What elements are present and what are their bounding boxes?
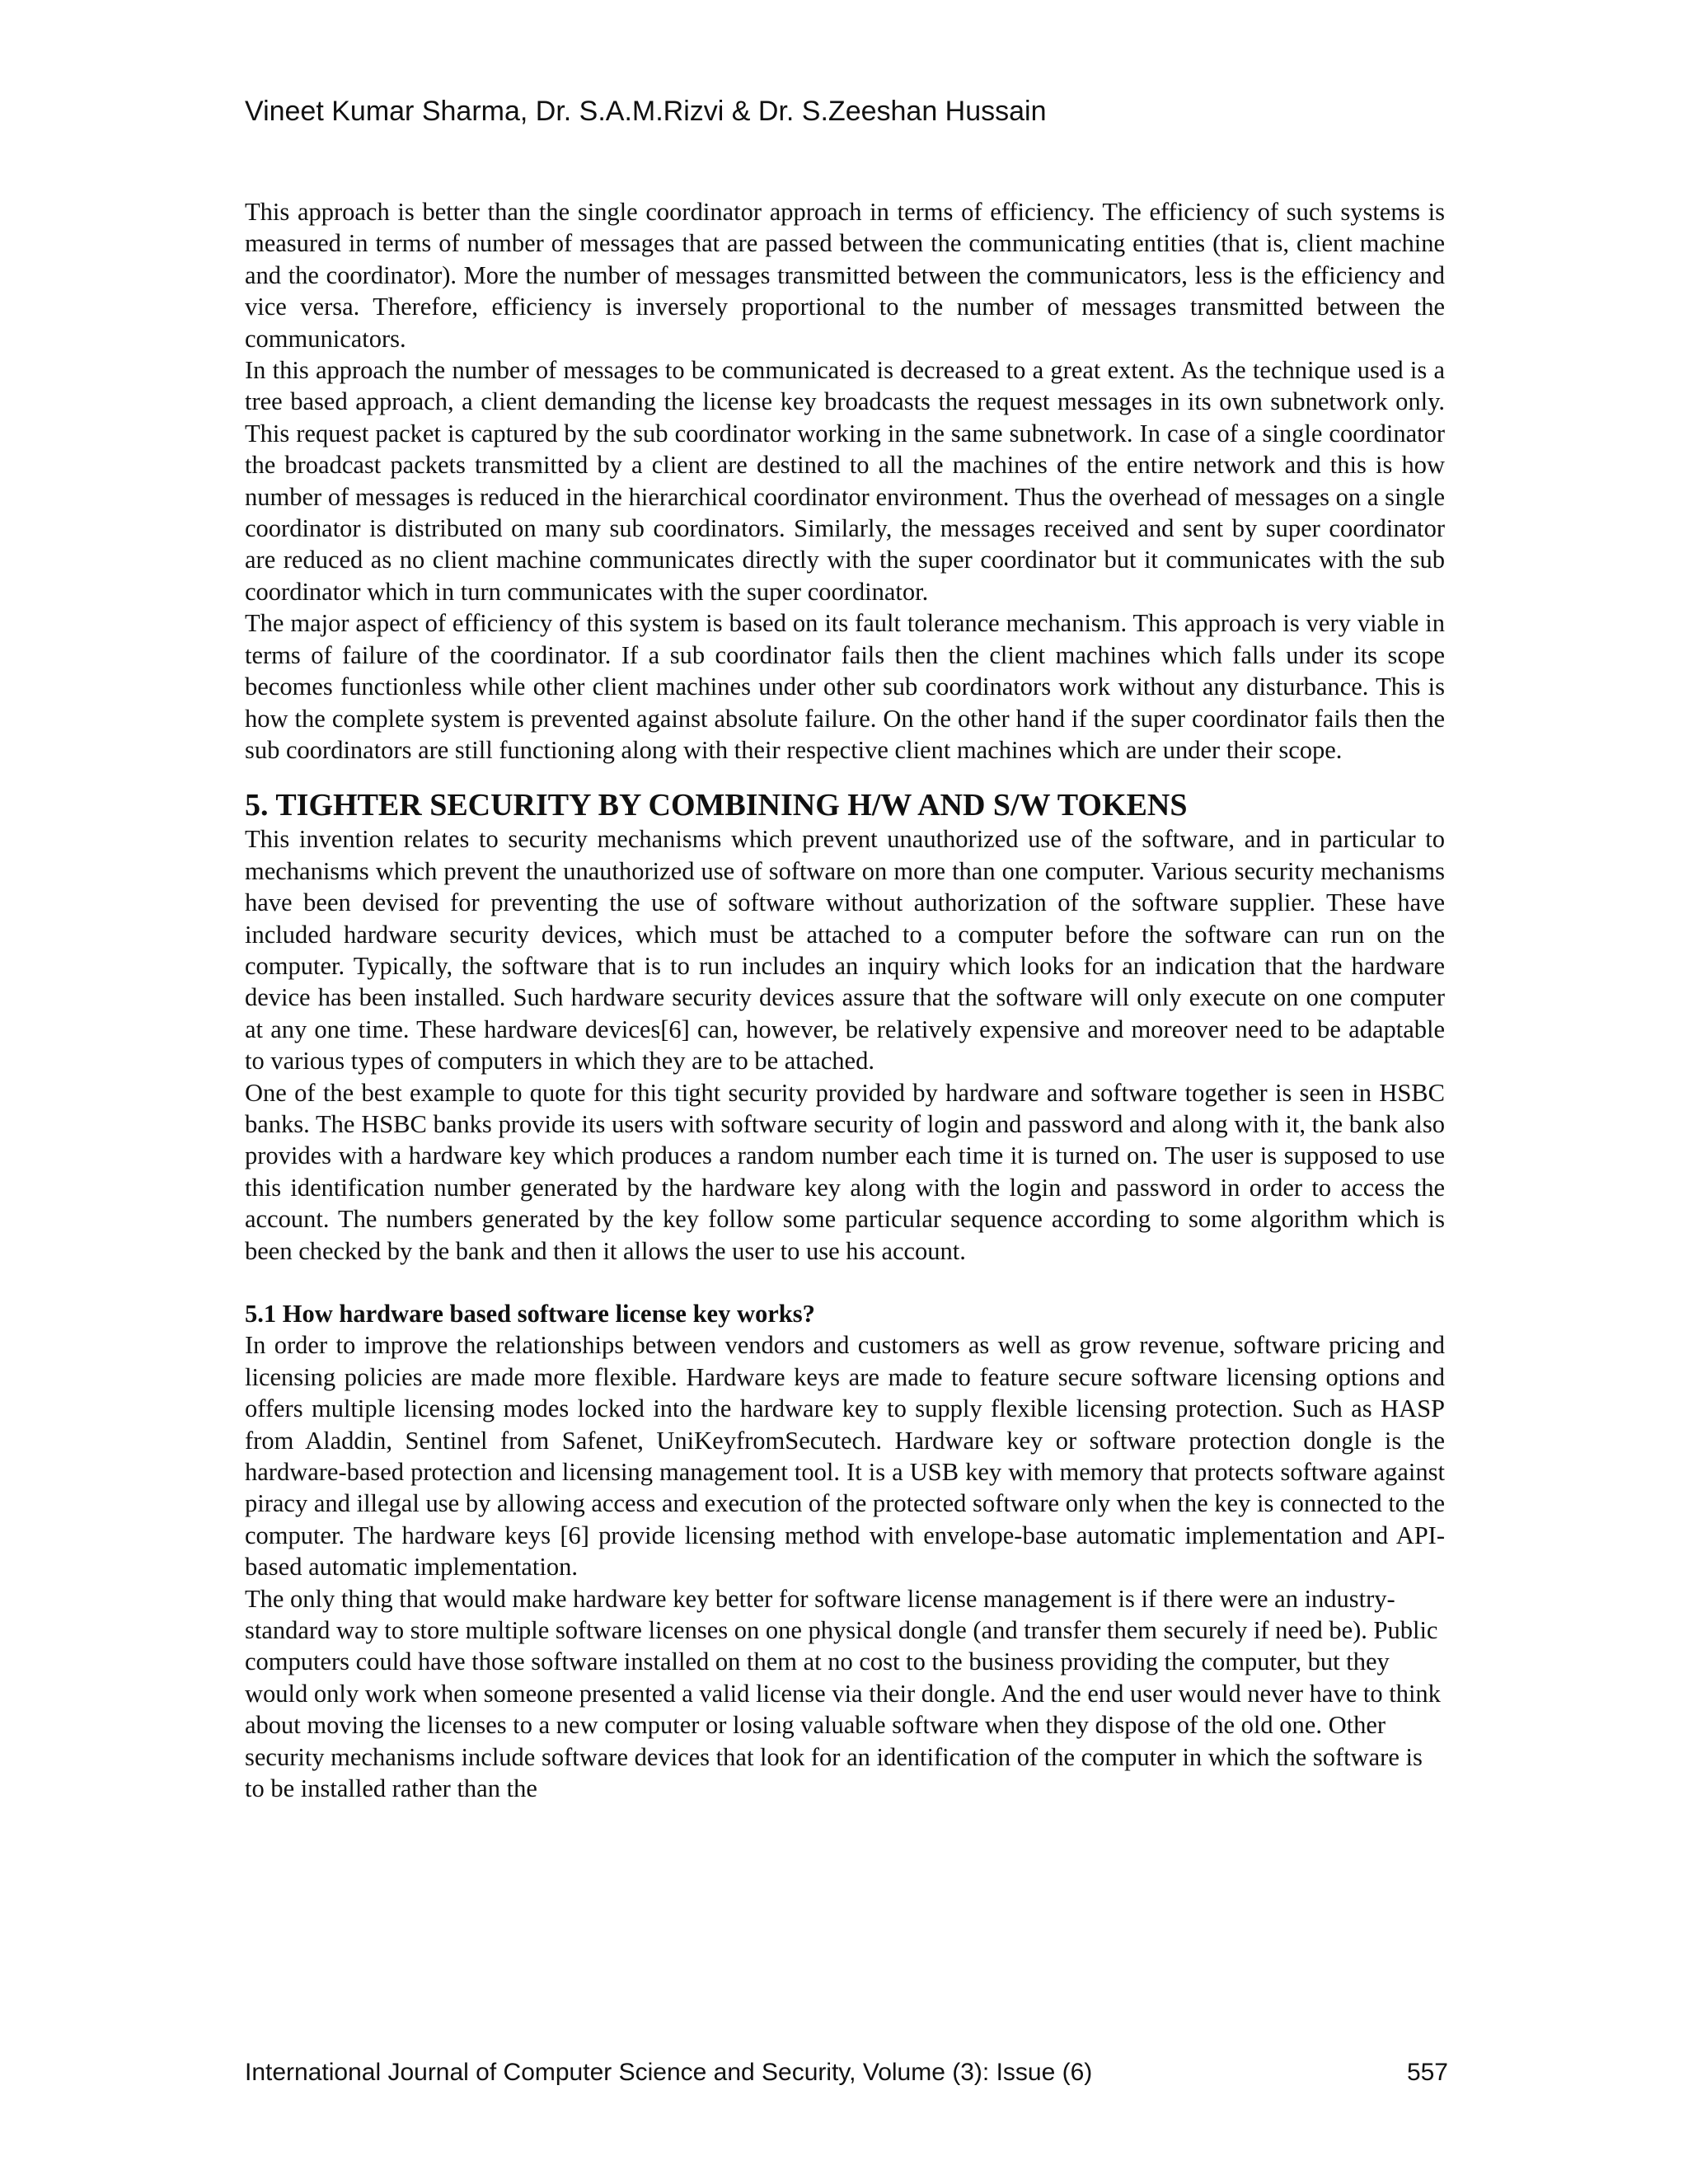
paragraph-hardware-keys: In order to improve the relationships between vendors and customers as well as grow revenue, software pricing and licensing policies are made more flexible. Hardware keys are made to feature secure software licensing options and offers multiple licensing modes locked into the hardware key to supply flexible licensing protection. Such as HASP from Aladdin, Sentinel from Safenet, UniKeyfromSecutech. Hardware key or software protection dongle is the hardware-based protection and licensing management tool. It is a USB key with memory that protects software against piracy and illegal use by allowing access and execution of the protected software only when the key is connected to the computer. The hardware keys [6] provide licensing method with envelope-base automatic implementation and API-based automatic implementation. [245,1331,1445,1582]
paragraph-message-reduction: In this approach the number of messages to be communicated is decreased to a great extent. As the technique used is a tree based approach, a client demanding the license key broadcasts the request messages in its own subnetwork only. This request packet is captured by the sub coordinator working in the same subnetwork. In case of a single coordinator the broadcast packets transmitted by a client are destined to all the machines of the entire network and this is how number of messages is reduced in the hierarchical coordinator environment. Thus the overhead of messages on a single coordinator is distributed on many sub coordinators. Similarly, the messages received and sent by super coordinator are reduced as no client machine communicates directly with the super coordinator but it communicates with the sub coordinator which in turn communicates with the super coordinator. [245,356,1445,606]
running-header-authors: Vineet Kumar Sharma, Dr. S.A.M.Rizvi & Dr. S.Zeeshan Hussain [245,96,1047,127]
paragraph-hsbc-example: One of the best example to quote for this tight security provided by hardware and software together is seen in HSBC banks. The HSBC banks provide its users with software security of login and password and along with it, the bank also provides with a hardware key which produces a random number each time it is turned on. The user is supposed to use this identification number generated by the hardware key along with the login and password in order to access the account. The numbers generated by the key follow some particular sequence according to some algorithm which is been checked by the bank and then it allows the user to use his account. [245,1078,1445,1265]
section-heading: 5. TIGHTER SECURITY BY COMBINING H/W AND S/W TOKENS [245,788,1188,823]
main-body [245,196,1445,1805]
paragraph-license-management: The only thing that would make hardware key better for software license management is if there were an industry-standard way to store multiple software licenses on one physical dongle (and transfer them securely if need be). Public computers could have those software installed on them at no cost to the business providing the computer, but they would only work when someone presented a valid license via their dongle. And the end user would never have to think about moving the licenses to a new computer or losing valuable software when they dispose of the old one. Other security mechanisms include software devices that look for an identification of the computer in which the software is to be installed rather than the [245,1584,1441,1803]
page-number: 557 [1406,2059,1448,2086]
paragraph-efficiency: This approach is better than the single coordinator approach in terms of efficiency. The efficiency of such systems is measured in terms of number of messages that are passed between the communicating entities (that is, client machine and the coordinator). More the number of messages transmitted between the communicators, less is the efficiency and vice versa. Therefore, efficiency is inversely proportional to the number of messages transmitted between the communicators. [245,198,1445,353]
paragraph-security-mechanisms: This invention relates to security mechanisms which prevent unauthorized use of the software, and in particular to mechanisms which prevent the unauthorized use of software on more than one computer. Various security mechanisms have been devised for preventing the use of software without authorization of the software supplier. These have included hardware security devices, which must be attached to a computer before the software can run on the computer. Typically, the software that is to run includes an inquiry which looks for an indication that the hardware device has been installed. Such hardware security devices assure that the software will only execute on one computer at any one time. These hardware devices[6] can, however, be relatively expensive and moreover need to be adaptable to various types of computers in which they are to be attached. [245,825,1445,1076]
paragraph-fault-tolerance: The major aspect of efficiency of this system is based on its fault tolerance mechanism. This approach is very viable in terms of failure of the coordinator. If a sub coordinator fails then the client machines which falls under its scope becomes functionless while other client machines under other sub coordinators work without any disturbance. This is how the complete system is prevented against absolute failure. On the other hand if the super coordinator fails then the sub coordinators are still functioning along with their respective client machines which are under their scope. [245,609,1445,764]
subsection-heading: 5.1 How hardware based software license key works? [245,1300,815,1328]
footer-journal-citation: International Journal of Computer Science and Security, Volume (3): Issue (6) [245,2059,1093,2086]
